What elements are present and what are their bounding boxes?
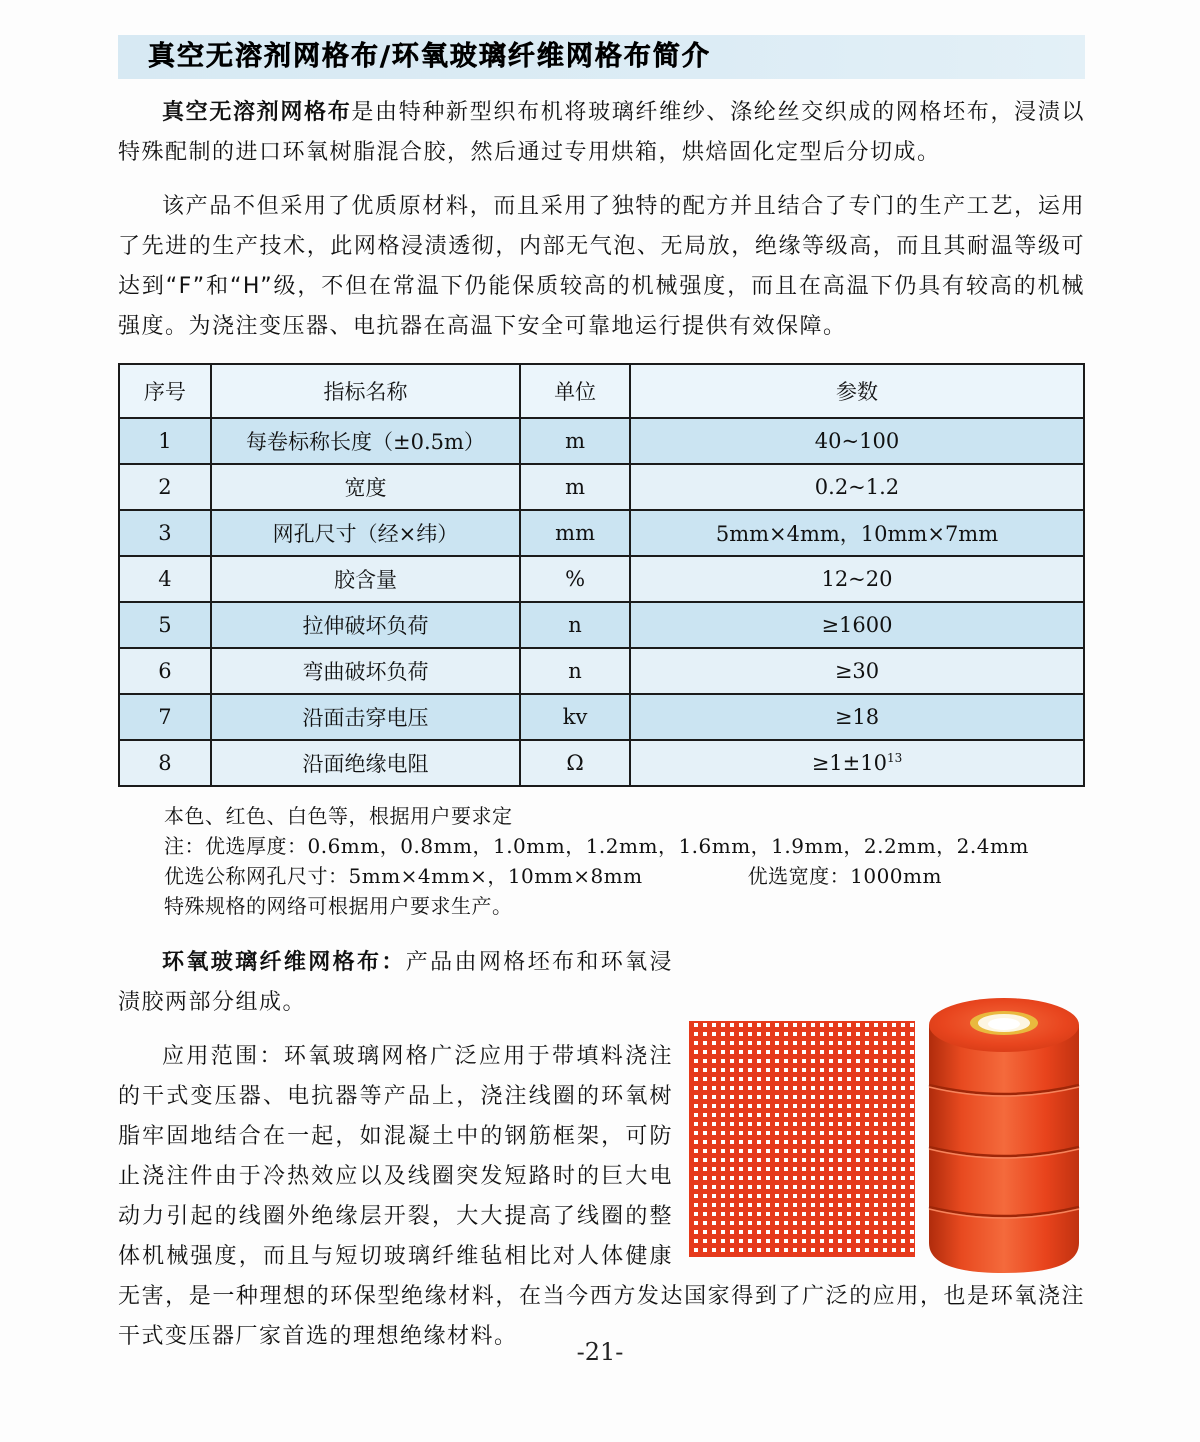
note-width: 优选宽度：1000mm — [747, 864, 942, 888]
cell-unit: n — [520, 648, 630, 694]
red-mesh-rolls-image — [923, 985, 1085, 1277]
cell-index: 7 — [119, 694, 211, 740]
cell-index: 8 — [119, 740, 211, 786]
cell-indicator-name: 宽度 — [211, 464, 520, 510]
cell-parameter-exponent: 13 — [886, 751, 903, 765]
spec-table — [118, 363, 1085, 787]
cell-indicator-name: 弯曲破坏负荷 — [211, 648, 520, 694]
table-row — [119, 418, 1084, 464]
table-notes — [164, 801, 1085, 921]
cell-indicator-name: 胶含量 — [211, 556, 520, 602]
cell-indicator-name: 网孔尺寸（经×纬） — [211, 510, 520, 556]
epoxy-mesh-section — [118, 943, 1085, 1357]
cell-unit: m — [520, 418, 630, 464]
cell-unit: Ω — [520, 740, 630, 786]
cell-unit: % — [520, 556, 630, 602]
cell-unit: m — [520, 464, 630, 510]
note-color: 本色、红色、白色等，根据用户要求定 — [164, 804, 513, 828]
table-row — [119, 556, 1084, 602]
cell-indicator-name: 拉伸破坏负荷 — [211, 602, 520, 648]
cell-parameter: ≥18 — [630, 694, 1084, 740]
cell-indicator-name: 沿面绝缘电阻 — [211, 740, 520, 786]
cell-index: 4 — [119, 556, 211, 602]
column-header: 单位 — [520, 364, 630, 418]
cell-parameter: ≥30 — [630, 648, 1084, 694]
cell-indicator-name: 每卷标称长度（±0.5m） — [211, 418, 520, 464]
cell-unit: n — [520, 602, 630, 648]
cell-parameter: 0.2~1.2 — [630, 464, 1084, 510]
cell-parameter: 5mm×4mm，10mm×7mm — [630, 510, 1084, 556]
cell-unit: mm — [520, 510, 630, 556]
red-mesh-swatch-image — [689, 1021, 915, 1257]
intro-lead-rest: 是由特种新型织布机将玻璃纤维纱、涤纶丝交织成的网格坯布，浸渍以特殊配制的进口环氧树脂混合胶，然后通过专用烘箱，烘焙固化定型后分切成。 — [118, 100, 1085, 165]
note-thickness: 注：优选厚度：0.6mm，0.8mm，1.0mm，1.2mm，1.6mm，1.9mm，2.2mm，2.4mm — [164, 834, 1029, 858]
cell-parameter: ≥1600 — [630, 602, 1084, 648]
product-images — [689, 985, 1085, 1277]
application-paragraph: 应用范围：环氧玻璃网格广泛应用于带填料浇注的干式变压器、电抗器等产品上，浇注线圈的环氧树脂牢固地结合在一起，如混凝土中的钢筋框架，可防止浇注件由于冷热效应以及线圈突发短路时的巨大电动力引起的线圈外绝缘层开裂，大大提高了线圈的整体机械强度，而且与短切玻璃纤维毡相比对人体健康无害，是一种理想的环保型绝缘材料，在当今西方发达国家得到了广泛的应用，也是环氧浇注干式变压器厂家首选的理想绝缘材料。 — [118, 1044, 1085, 1349]
cell-index: 2 — [119, 464, 211, 510]
epoxy-lead-bold: 环氧玻璃纤维网格布： — [162, 950, 406, 975]
page-number: -21- — [576, 1338, 624, 1366]
table-row — [119, 510, 1084, 556]
note-special: 特殊规格的网络可根据用户要求生产。 — [164, 894, 513, 918]
cell-index: 6 — [119, 648, 211, 694]
product-description-paragraph: 该产品不但采用了优质原材料，而且采用了独特的配方并且结合了专门的生产工艺，运用了先进的生产技术，此网格浸渍透彻，内部无气泡、无局放，绝缘等级高，而且其耐温等级可达到“F”和“H”级，不但在常温下仍能保质较高的机械强度，而且在高温下仍具有较高的机械强度。为浇注变压器、电抗器在高温下安全可靠地运行提供有效保障。 — [118, 194, 1085, 339]
page-title: 真空无溶剂网格布/环氧玻璃纤维网格布简介 — [118, 35, 1085, 79]
column-header: 序号 — [119, 364, 211, 418]
column-header: 指标名称 — [211, 364, 520, 418]
cell-parameter: 40~100 — [630, 418, 1084, 464]
table-row — [119, 694, 1084, 740]
epoxy-lead-rest: 产品由网格坯布和环氧浸渍胶两部分组成。 — [118, 950, 673, 1015]
note-mesh-size: 优选公称网孔尺寸：5mm×4mm×，10mm×8mm 优选宽度：1000mm — [164, 864, 942, 888]
cell-unit: kv — [520, 694, 630, 740]
table-row — [119, 740, 1084, 786]
cell-parameter: 12~20 — [630, 556, 1084, 602]
intro-paragraph — [118, 93, 1085, 173]
column-header: 参数 — [630, 364, 1084, 418]
cell-indicator-name: 沿面击穿电压 — [211, 694, 520, 740]
intro-lead-bold: 真空无溶剂网格布 — [162, 100, 352, 125]
table-row — [119, 648, 1084, 694]
cell-parameter: $\ge 1\pm 10^{13}$ — [630, 740, 1084, 786]
spec-table-header-row — [119, 364, 1084, 418]
spec-table-body — [119, 418, 1084, 786]
cell-index: 3 — [119, 510, 211, 556]
table-row — [119, 464, 1084, 510]
cell-index: 5 — [119, 602, 211, 648]
cell-index: 1 — [119, 418, 211, 464]
table-row — [119, 602, 1084, 648]
